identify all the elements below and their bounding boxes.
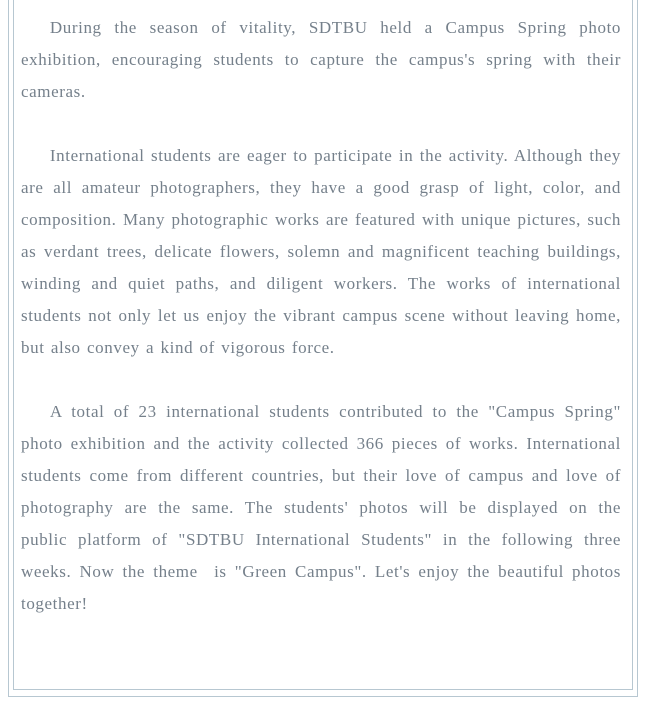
article-body — [14, 0, 632, 644]
paragraph-summary: A total of 23 international students contributed to the "Campus Spring" photo exhibition and the activity collected 366 pieces of works. International students come from different countries, but their love of campus and love of photography are the same. The students' photos will be displayed on the public platform of "SDTBU International Students" in the following three weeks. Now the theme is "Green Campus". Let's enjoy the beautiful photos together! — [21, 402, 621, 613]
content-frame-inner — [13, 0, 633, 690]
paragraph-intro: During the season of vitality, SDTBU held a Campus Spring photo exhibition, encouraging students to capture the campus's spring with their cameras. — [21, 18, 621, 101]
content-frame-outer — [8, 0, 638, 697]
paragraph-participation: International students are eager to participate in the activity. Although they are all amateur photographers, they have a good grasp of light, color, and composition. Many photographic works are featured with unique pictures, such as verdant trees, delicate flowers, solemn and magnificent teaching buildings, winding and quiet paths, and diligent workers. The works of international students not only let us enjoy the vibrant campus scene without leaving home, but also convey a kind of vigorous force. — [21, 146, 621, 357]
